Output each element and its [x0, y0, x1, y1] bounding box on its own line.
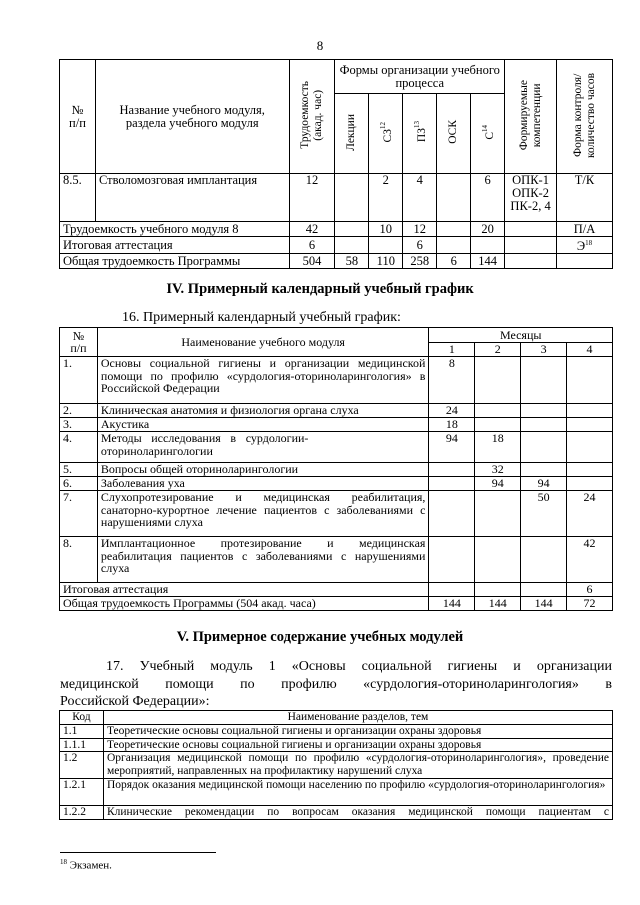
header-control: Форма контроля/ количество часов — [557, 60, 613, 174]
section-4-title: IV. Примерный календарный учебный график — [166, 281, 474, 297]
total-module-row: Трудоемкость учебного модуля 8 42 10 12 20 П/А — [60, 222, 613, 237]
header-months: Месяцы — [429, 328, 613, 343]
table-row: 7. Слухопротезирование и медицинская реабилитация, санаторно-курортное лечение пациентов с заболеваниями с нарушениями слуха 50 24 — [60, 491, 613, 537]
header-pz: ПЗ$^{13}$ — [403, 94, 437, 174]
table-row: 1.2 Организация медицинской помощи по профилю «сурдология-оториноларингология», проведение мероприятий, направленных на профилактику нарушений слуха — [60, 752, 613, 779]
paragraph-17-line-3: Российской Федерации»: — [60, 694, 210, 709]
table-row: 1.1 Теоретические основы социальной гигиены и организации охраны здоровья — [60, 725, 613, 739]
month-3: 3 — [521, 343, 567, 357]
table-row: 2. Клиническая анатомия и физиология органа слуха 24 — [60, 404, 613, 418]
table-row: 8. Имплантационное протезирование и медицинская реабилитация пациентов с заболеваниями с нарушениями слуха 42 — [60, 537, 613, 583]
paragraph-17-line-2: медицинской помощи по профилю «сурдология-оториноларингология» в — [60, 677, 612, 692]
header-section-name: Наименование разделов, тем — [103, 711, 612, 725]
page-number: 8 — [316, 38, 324, 53]
header-code: Код — [60, 711, 104, 725]
header-competences: Формируемые компетенции — [505, 60, 557, 174]
overall-row: Общая трудоемкость Программы 504 58 110 258 6 144 — [60, 254, 613, 269]
table-row: 8.5. Стволомозговая имплантация 12 2 4 6 ОПК-1 ОПК-2 ПК-2, 4 Т/К — [60, 174, 613, 222]
month-2: 2 — [475, 343, 521, 357]
calendar-schedule-table — [59, 327, 613, 611]
header-sz: СЗ$^{12}$ — [369, 94, 403, 174]
table-row: 6. Заболевания уха 94 94 — [60, 477, 613, 491]
month-1: 1 — [429, 343, 475, 357]
table-row: 3. Акустика 18 — [60, 418, 613, 432]
overall-row: Общая трудоемкость Программы (504 акад. часа) 144 144 144 72 — [60, 597, 613, 611]
table-row: 1.2.1 Порядок оказания медицинской помощи населению по профилю «сурдология-оториноларингология» — [60, 779, 613, 806]
paragraph-16: 16. Примерный календарный учебный график: — [122, 310, 401, 325]
header-module-name: Наименование учебного модуля — [97, 328, 429, 357]
table-row: 5. Вопросы общей оториноларингологии 32 — [60, 463, 613, 477]
header-s: $С^{14}$ — [471, 94, 505, 174]
header-forms: Формы организации учебного процесса — [335, 60, 505, 94]
header-num: № п/п — [60, 328, 98, 357]
module-hours-table — [59, 59, 613, 269]
header-num: № п/п — [60, 60, 96, 174]
table-row: 4. Методы исследования в сурдологии-оториноларингологии 94 18 — [60, 432, 613, 463]
footnote: $^{18}$ Экзамен. — [60, 858, 112, 872]
table-row: 1.2.2 Клинические рекомендации по вопросам оказания медицинской помощи пациентам с — [60, 806, 613, 820]
header-osk: ОСК — [437, 94, 471, 174]
table-row: 1.1.1 Теоретические основы социальной гигиены и организации охраны здоровья — [60, 738, 613, 752]
header-labor: Трудоемкость (акад. час) — [289, 60, 335, 174]
footnote-divider — [60, 852, 216, 853]
final-attestation-row: Итоговая аттестация 6 — [60, 583, 613, 597]
header-module-name: Название учебного модуля, раздела учебного модуля — [95, 60, 289, 174]
table-row: 1. Основы социальной гигиены и организации медицинской помощи по профилю «сурдология-оториноларингология» в Российской Федерации 8 — [60, 357, 613, 404]
final-attestation-row: Итоговая аттестация 6 6 $Э^{18}$ — [60, 237, 613, 254]
paragraph-17-line-1: 17. Учебный модуль 1 «Основы социальной гигиены и организации — [106, 659, 612, 674]
section-5-title: V. Примерное содержание учебных модулей — [176, 629, 464, 645]
header-lectures: Лекции — [335, 94, 369, 174]
month-4: 4 — [567, 343, 613, 357]
module-content-table — [59, 710, 613, 820]
